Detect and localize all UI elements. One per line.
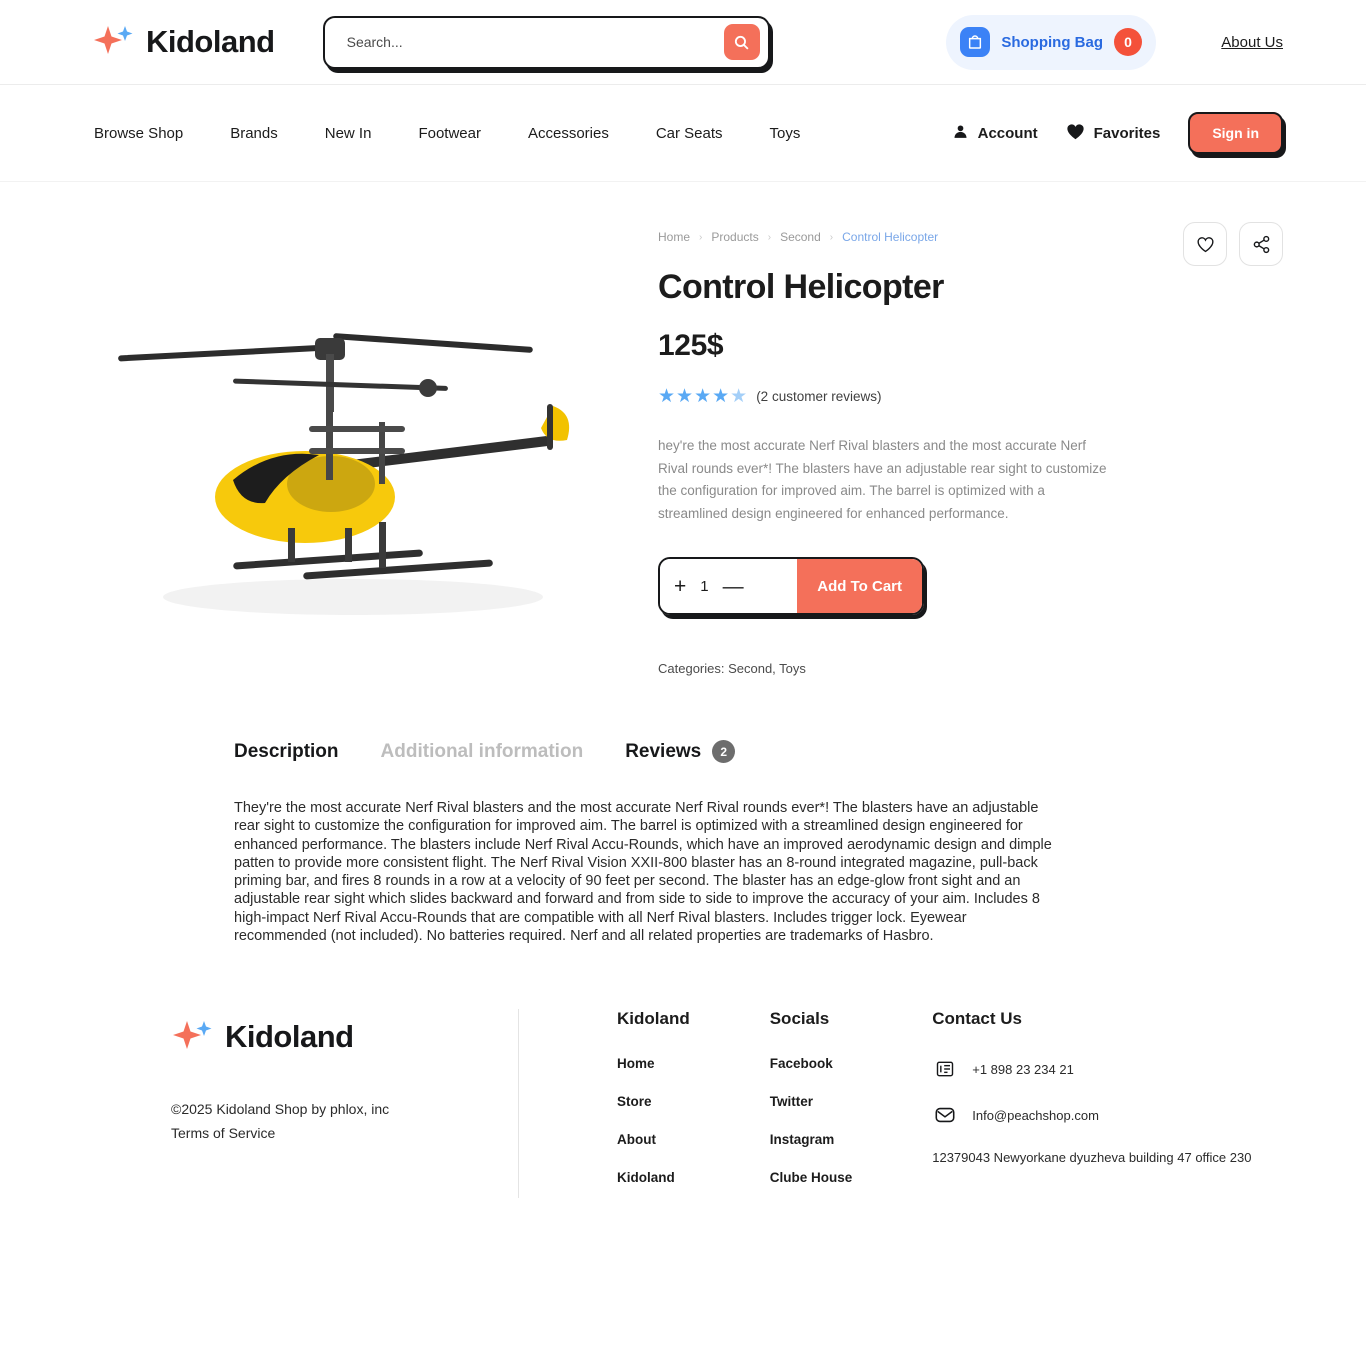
tab-panel-description: They're the most accurate Nerf Rival blasters and the most accurate Nerf Rival rounds ever*! The blasters have an adjustable rear sight to customize the configuration for improved aim. The barrel is optimized with a streamlined design engineered for enhanced performance. The blasters include Nerf Rival Accu-Rounds, which have an improved aerodynamic design and dimple patten to provide more consistent flight. The Nerf Rival Vision XXII-800 blaster has an 8-round integrated magazine, pull-back priming bar, and fires 8 rounds in a row at a velocity of 90 feet per second. The blaster has an edge-glow front sight and an adjustable rear sight which slides backward and forward and from side to side to improve the accuracy of your aim. Includes 8 high-impact Nerf Rival Accu-Rounds that are compatible with all Nerf Rival blasters. Includes trigger lock. Eyewear recommended (not included). No batteries required. Nerf and all related properties are trademarks of Hasbro.: [234, 800, 1052, 945]
footer-logo-text: Kidoland: [225, 1019, 354, 1055]
user-icon: [952, 123, 969, 144]
nav-links: [94, 125, 800, 142]
nav-item-car-seats[interactable]: Car Seats: [655, 124, 723, 142]
tab-reviews[interactable]: [625, 740, 735, 763]
mail-icon: [932, 1102, 958, 1128]
breadcrumb-second[interactable]: Second: [780, 230, 821, 244]
star-rating-icon: ★★★★: [658, 386, 731, 407]
product-action-buttons: [1183, 222, 1283, 266]
favorites-label: Favorites: [1093, 124, 1161, 142]
add-to-cart-button[interactable]: Add To Cart: [797, 559, 922, 613]
contact-phone: +1 898 23 234 21: [972, 1061, 1074, 1077]
footer-logo[interactable]: [171, 1015, 518, 1059]
shopping-bag-count: 0: [1114, 28, 1142, 56]
bag-icon: [960, 27, 990, 57]
product-categories: Categories: Second, Toys: [658, 661, 806, 676]
add-to-cart-row: [658, 557, 924, 615]
quantity-increase-button[interactable]: +: [674, 574, 687, 598]
rating-row: [658, 385, 1283, 408]
breadcrumb-products[interactable]: Products: [711, 230, 759, 244]
footer-link-instagram[interactable]: Instagram: [769, 1132, 835, 1148]
product-price: 125$: [658, 329, 724, 362]
footer-link-store[interactable]: Store: [617, 1094, 652, 1110]
tab-reviews-badge: 2: [712, 740, 735, 763]
footer-column-kidoland: [617, 1009, 690, 1208]
product-image: [83, 222, 658, 642]
tab-description-label: Description: [234, 740, 339, 762]
product-tabs: [0, 740, 1366, 763]
footer-link-twitter[interactable]: Twitter: [769, 1094, 813, 1110]
nav-item-toys[interactable]: Toys: [769, 124, 801, 142]
tab-additional-information-label: Additional information: [380, 740, 584, 762]
footer-link-facebook[interactable]: Facebook: [769, 1056, 833, 1072]
favorites-link[interactable]: [1066, 123, 1161, 144]
shopping-bag-label: Shopping Bag: [1001, 33, 1103, 51]
nav-item-brands[interactable]: Brands: [230, 124, 278, 142]
tab-additional-information[interactable]: [381, 741, 584, 763]
chevron-right-icon: ›: [829, 231, 834, 243]
share-icon: [1252, 235, 1271, 254]
nav-item-accessories[interactable]: Accessories: [527, 124, 609, 142]
sparkle-icon: [171, 1015, 215, 1059]
footer-column-socials: [770, 1009, 853, 1208]
footer-column-contact: [932, 1009, 1251, 1208]
helicopter-illustration: [83, 222, 658, 642]
footer-link-kidoland[interactable]: Kidoland: [617, 1170, 675, 1186]
add-to-favorites-button[interactable]: [1183, 222, 1227, 266]
tab-description[interactable]: [234, 741, 339, 763]
heart-icon: [1066, 123, 1085, 144]
contact-email: Info@peachshop.com: [972, 1107, 1099, 1123]
logo-text: Kidoland: [146, 24, 275, 59]
tab-reviews-label: Reviews: [625, 740, 702, 762]
search-input[interactable]: [347, 34, 724, 50]
reviews-count[interactable]: (2 customer reviews): [756, 389, 882, 404]
quantity-stepper[interactable]: [660, 559, 797, 613]
product-section: [0, 182, 1366, 676]
footer-column-contact-title: Contact Us: [932, 1009, 1022, 1029]
about-us-link[interactable]: About Us: [1221, 33, 1283, 51]
nav-item-new-in[interactable]: New In: [324, 124, 372, 142]
nav-item-footwear[interactable]: Footwear: [418, 124, 481, 142]
product-details: [658, 222, 1283, 676]
half-star-icon: ★: [730, 386, 749, 407]
contact-phone-row[interactable]: [932, 1056, 1251, 1082]
footer-column-kidoland-title: Kidoland: [617, 1009, 690, 1029]
shopping-bag[interactable]: [946, 15, 1156, 70]
contact-email-row[interactable]: [932, 1102, 1251, 1128]
footer-column-socials-title: Socials: [769, 1009, 830, 1029]
footer-link-home[interactable]: Home: [617, 1056, 655, 1072]
product-short-description: hey're the most accurate Nerf Rival blasters and the most accurate Nerf Rival rounds ever*! The blasters have an adjustable rear sight to customize the configuration for improved aim. The barrel is optimized with a streamlined design engineered for enhanced performance.: [658, 438, 1107, 521]
site-footer: [0, 999, 1366, 1208]
quantity-value: 1: [700, 577, 709, 595]
main-navigation: [0, 85, 1366, 182]
top-header-bar: [0, 0, 1366, 85]
contact-address: 12379043 Newyorkane dyuzheva building 47 office 230: [932, 1150, 1252, 1166]
account-link[interactable]: [952, 123, 1038, 144]
breadcrumb-home[interactable]: Home: [658, 230, 691, 244]
chevron-right-icon: ›: [699, 231, 703, 243]
search-button[interactable]: [724, 24, 760, 60]
breadcrumb-current: Control Helicopter: [842, 230, 939, 244]
chevron-right-icon: ›: [767, 231, 772, 243]
account-label: Account: [977, 124, 1038, 142]
quantity-decrease-button[interactable]: —: [722, 574, 744, 598]
footer-columns: [519, 999, 1251, 1208]
site-logo[interactable]: [92, 20, 275, 64]
search-bar[interactable]: [323, 16, 770, 69]
footer-link-about[interactable]: About: [617, 1132, 656, 1148]
footer-link-clube-house[interactable]: Clube House: [769, 1170, 853, 1186]
phone-icon: [932, 1056, 958, 1082]
heart-icon: [1196, 236, 1215, 253]
footer-brand-block: [83, 999, 518, 1208]
share-button[interactable]: [1239, 222, 1283, 266]
search-icon: [733, 34, 750, 51]
page-title: Control Helicopter: [658, 268, 944, 306]
footer-copyright: ©2025 Kidoland Shop by phlox, inc Terms of Service: [171, 1101, 390, 1142]
nav-right-group: [952, 112, 1283, 154]
sparkle-icon: [92, 20, 136, 64]
nav-item-browse-shop[interactable]: Browse Shop: [94, 124, 184, 142]
sign-in-button[interactable]: Sign in: [1188, 112, 1283, 154]
